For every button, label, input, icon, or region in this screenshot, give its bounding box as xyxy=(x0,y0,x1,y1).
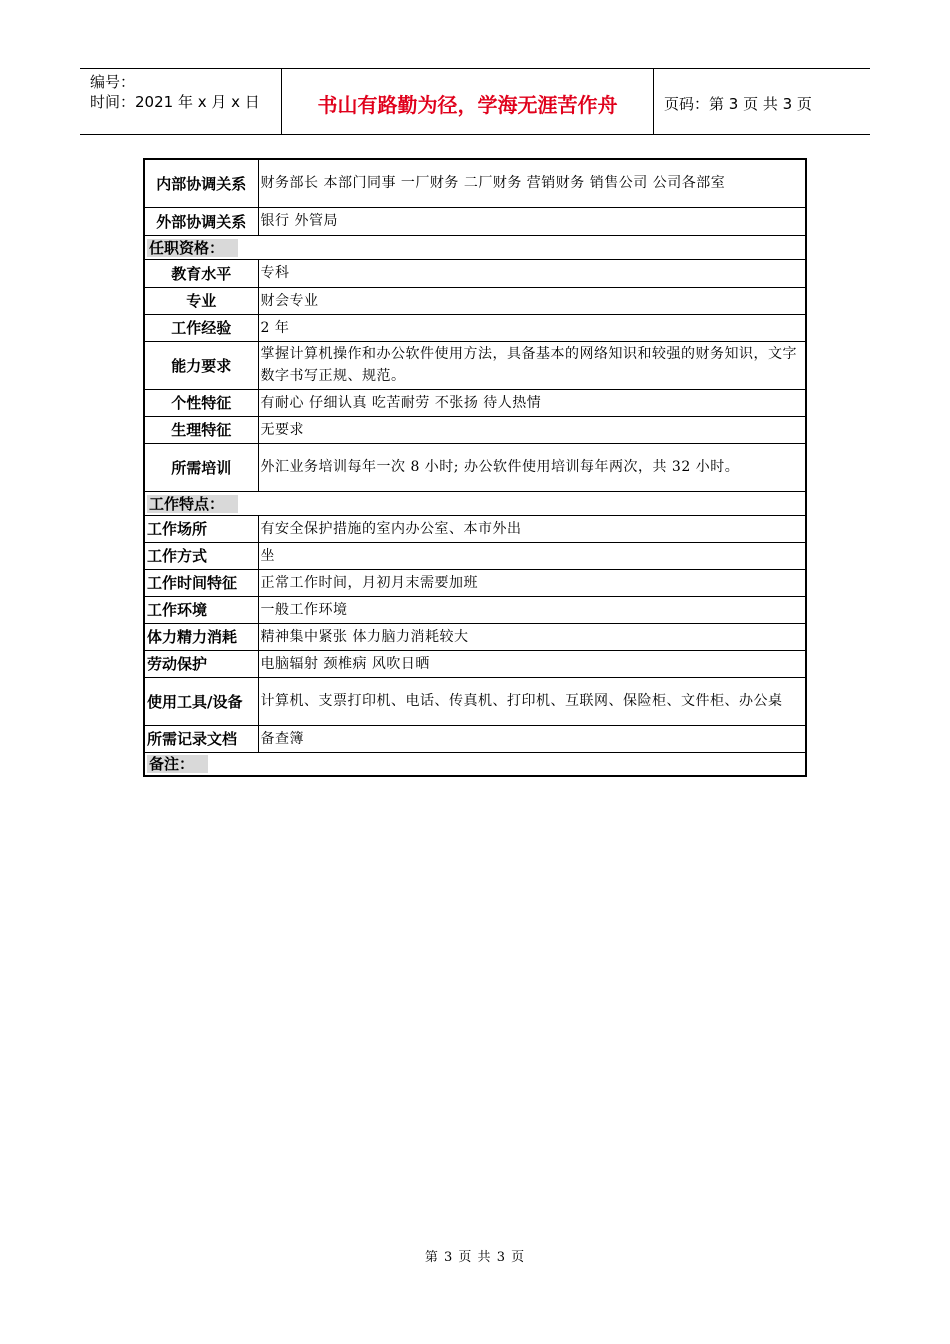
page-header xyxy=(80,68,870,135)
section-title: 工作特点： xyxy=(147,495,238,513)
header-time: 时间：2021 年 x 月 x 日 xyxy=(90,93,260,111)
row-value: 2 年 xyxy=(258,314,806,341)
row-label: 所需培训 xyxy=(144,443,258,491)
row-label: 内部协调关系 xyxy=(144,159,258,207)
row-value: 无要求 xyxy=(258,416,806,443)
row-label: 教育水平 xyxy=(144,259,258,287)
table-row xyxy=(144,416,806,443)
table-row xyxy=(144,314,806,341)
header-page-info: 页码：第 3 页 共 3 页 xyxy=(664,95,812,113)
table-row xyxy=(144,650,806,677)
row-label: 工作经验 xyxy=(144,314,258,341)
row-value: 掌握计算机操作和办公软件使用方法，具备基本的网络知识和较强的财务知识，文字数字书写正规、规范。 xyxy=(258,341,806,389)
row-value: 有安全保护措施的室内办公室、本市外出 xyxy=(258,515,806,542)
row-label: 个性特征 xyxy=(144,389,258,416)
job-description-table xyxy=(143,158,807,777)
table-row xyxy=(144,159,806,207)
row-value: 专科 xyxy=(258,259,806,287)
row-value: 备查簿 xyxy=(258,725,806,752)
page-footer: 第 3 页 共 3 页 xyxy=(424,1250,526,1265)
row-value: 银行 外管局 xyxy=(258,207,806,235)
header-number: 编号： xyxy=(90,73,136,91)
table-row xyxy=(144,515,806,542)
table-row xyxy=(144,677,806,725)
row-label: 能力要求 xyxy=(144,341,258,389)
row-value: 计算机、支票打印机、电话、传真机、打印机、互联网、保险柜、文件柜、办公桌 xyxy=(258,677,806,725)
table-row xyxy=(144,569,806,596)
row-label: 外部协调关系 xyxy=(144,207,258,235)
section-title: 任职资格： xyxy=(147,239,238,257)
table-row xyxy=(144,287,806,314)
row-label: 专业 xyxy=(144,287,258,314)
row-value: 电脑辐射 颈椎病 风吹日晒 xyxy=(258,650,806,677)
header-motto: 书山有路勤为径，学海无涯苦作舟 xyxy=(282,69,654,134)
row-label: 工作环境 xyxy=(144,596,258,623)
section-remarks xyxy=(144,752,806,776)
row-value: 坐 xyxy=(258,542,806,569)
row-value: 一般工作环境 xyxy=(258,596,806,623)
table-row xyxy=(144,207,806,235)
table-row xyxy=(144,341,806,389)
row-value: 财会专业 xyxy=(258,287,806,314)
row-value: 正常工作时间，月初月末需要加班 xyxy=(258,569,806,596)
row-value: 有耐心 仔细认真 吃苦耐劳 不张扬 待人热情 xyxy=(258,389,806,416)
row-label: 工作时间特征 xyxy=(144,569,258,596)
table-row xyxy=(144,623,806,650)
row-label: 工作场所 xyxy=(144,515,258,542)
table-row xyxy=(144,542,806,569)
row-value: 外汇业务培训每年一次 8 小时; 办公软件使用培训每年两次，共 32 小时。 xyxy=(258,443,806,491)
table-row xyxy=(144,389,806,416)
section-title: 备注： xyxy=(147,755,208,773)
row-value: 财务部长 本部门同事 一厂财务 二厂财务 营销财务 销售公司 公司各部室 xyxy=(258,159,806,207)
row-label: 生理特征 xyxy=(144,416,258,443)
row-label: 劳动保护 xyxy=(144,650,258,677)
table-row xyxy=(144,443,806,491)
table-row xyxy=(144,725,806,752)
row-label: 所需记录文档 xyxy=(144,725,258,752)
section-qualifications xyxy=(144,235,806,259)
header-meta xyxy=(80,69,282,134)
row-value: 精神集中紧张 体力脑力消耗较大 xyxy=(258,623,806,650)
row-label: 工作方式 xyxy=(144,542,258,569)
section-job-features xyxy=(144,491,806,515)
row-label: 使用工具/设备 xyxy=(144,677,258,725)
table-row xyxy=(144,259,806,287)
table-row xyxy=(144,596,806,623)
row-label: 体力精力消耗 xyxy=(144,623,258,650)
